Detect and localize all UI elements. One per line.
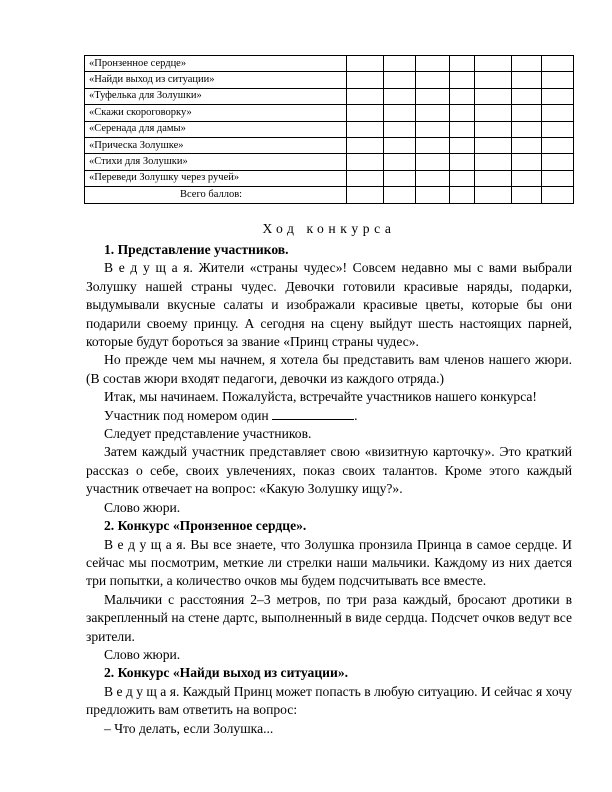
score-cell[interactable] [512, 88, 542, 104]
blank-line [272, 408, 354, 420]
total-score-cell[interactable] [475, 187, 512, 203]
score-cell[interactable] [347, 121, 384, 137]
score-cell[interactable] [416, 56, 450, 72]
section-3-paragraph: – Что делать, если Золушка... [104, 720, 274, 736]
speaker-label: В е д у щ а я. [104, 260, 193, 276]
score-cell[interactable] [347, 137, 384, 153]
score-cell[interactable] [384, 105, 416, 121]
section-2-paragraph: Слово жюри. [104, 646, 181, 662]
score-cell[interactable] [450, 72, 475, 88]
score-cell[interactable] [347, 56, 384, 72]
score-cell[interactable] [512, 105, 542, 121]
section-2-heading: 2. Конкурс «Пронзенное сердце». [104, 518, 307, 534]
score-cell[interactable] [450, 154, 475, 170]
contest-name-cell: «Туфелька для Золушки» [85, 88, 347, 104]
total-score-cell[interactable] [450, 187, 475, 203]
score-cell[interactable] [475, 154, 512, 170]
section-3-heading: 2. Конкурс «Найди выход из ситуации». [104, 665, 349, 681]
score-cell[interactable] [416, 137, 450, 153]
section-1-paragraph: Но прежде чем мы начнем, я хотела бы представить вам членов нашего жюри. (В состав жюри входят педагоги, девочки из каждого отряда.) [86, 352, 572, 386]
table-row [85, 56, 574, 72]
score-cell[interactable] [512, 72, 542, 88]
section-3-paragraph: В е д у щ а я. Каждый Принц может попасть в любую ситуацию. И сейчас я хочу предложить вам ответить на вопрос: [86, 683, 572, 718]
score-cell[interactable] [542, 72, 574, 88]
score-cell[interactable] [475, 105, 512, 121]
score-cell[interactable] [542, 105, 574, 121]
contest-name-cell: «Скажи скороговорку» [85, 105, 347, 121]
table-row [85, 154, 574, 170]
score-cell[interactable] [475, 88, 512, 104]
score-cell[interactable] [475, 137, 512, 153]
table-row [85, 88, 574, 104]
contest-name-cell: «Найди выход из ситуации» [85, 72, 347, 88]
score-cell[interactable] [347, 105, 384, 121]
score-cell[interactable] [450, 137, 475, 153]
score-cell[interactable] [347, 72, 384, 88]
contest-name-cell: «Прическа Золушке» [85, 137, 347, 153]
contest-name-cell: «Стихи для Золушки» [85, 154, 347, 170]
section-1-paragraph: Следует представление участников. [104, 426, 312, 442]
total-label-cell: Всего баллов: [85, 187, 347, 203]
score-cell[interactable] [416, 105, 450, 121]
score-cell[interactable] [384, 121, 416, 137]
score-cell[interactable] [475, 72, 512, 88]
score-cell[interactable] [384, 170, 416, 186]
table-row [85, 105, 574, 121]
participant-intro: Участник под номером один . [104, 407, 358, 423]
score-cell[interactable] [384, 88, 416, 104]
score-cell[interactable] [416, 170, 450, 186]
score-cell[interactable] [384, 56, 416, 72]
section-1-heading: 1. Представление участников. [104, 242, 289, 257]
score-cell[interactable] [512, 137, 542, 153]
section-1-paragraph: Затем каждый участник представляет свою «визитную карточку». Это краткий рассказ о себе, своих увлечениях, показ своих талантов. Кроме этого каждый участник отвечает на вопрос: «Какую Золушку ищу?». [86, 444, 572, 497]
score-cell[interactable] [512, 170, 542, 186]
score-cell[interactable] [384, 154, 416, 170]
total-score-cell[interactable] [416, 187, 450, 203]
score-cell[interactable] [416, 121, 450, 137]
section-1-paragraph: В е д у щ а я. Жители «страны чудес»! Совсем недавно мы с вами выбрали Золушку нашей страны чудес. Девочки готовили красивые наряды, подарки, выдумывали вкусные салаты и изображали красивые цветы, которые бы они подарили своему принцу. А сегодня на сцену выйдут шесть настоящих парней, которые будут бороться за звание «Принц страны чудес». [86, 260, 572, 350]
total-row [85, 187, 574, 203]
score-cell[interactable] [384, 137, 416, 153]
table-row [85, 121, 574, 137]
score-cell[interactable] [542, 88, 574, 104]
total-score-cell[interactable] [542, 187, 574, 203]
score-cell[interactable] [512, 154, 542, 170]
score-cell[interactable] [475, 170, 512, 186]
score-cell[interactable] [475, 121, 512, 137]
score-cell[interactable] [347, 170, 384, 186]
section-2-paragraph: В е д у щ а я. Вы все знаете, что Золушка пронзила Принца в самое сердце. И сейчас мы посмотрим, меткие ли стрелки наши мальчики. Каждому из них дается три попытки, а количество очков мы будем подсчитывать все вместе. [86, 536, 572, 589]
score-cell[interactable] [416, 72, 450, 88]
table-row [85, 137, 574, 153]
contest-name-cell: «Переведи Золушку через ручей» [85, 170, 347, 186]
score-cell[interactable] [542, 170, 574, 186]
contest-name-cell: «Серенада для дамы» [85, 121, 347, 137]
section-1-paragraph: Итак, мы начинаем. Пожалуйста, встречайте участников нашего конкурса! [104, 389, 537, 405]
score-cell[interactable] [542, 56, 574, 72]
total-score-cell[interactable] [384, 187, 416, 203]
score-cell[interactable] [475, 56, 512, 72]
score-cell[interactable] [542, 121, 574, 137]
score-cell[interactable] [450, 105, 475, 121]
speaker-label: В е д у щ а я. [104, 536, 186, 552]
score-cell[interactable] [416, 154, 450, 170]
section-1 [86, 241, 572, 738]
score-cell[interactable] [542, 137, 574, 153]
score-cell[interactable] [384, 72, 416, 88]
score-cell[interactable] [450, 56, 475, 72]
score-table [84, 55, 574, 204]
score-cell[interactable] [450, 121, 475, 137]
score-cell[interactable] [347, 154, 384, 170]
table-row [85, 170, 574, 186]
table-row [85, 72, 574, 88]
score-cell[interactable] [450, 88, 475, 104]
score-cell[interactable] [416, 88, 450, 104]
contest-name-cell: «Пронзенное сердце» [85, 56, 347, 72]
score-cell[interactable] [512, 56, 542, 72]
total-score-cell[interactable] [347, 187, 384, 203]
score-cell[interactable] [450, 170, 475, 186]
section-2-paragraph: Мальчики с расстояния 2–3 метров, по три раза каждый, бросают дротики в закрепленный на стене дартс, выполненный в виде сердца. Подсчет очков ведут все зрители. [86, 591, 572, 644]
speaker-label: В е д у щ а я. [104, 683, 180, 699]
score-cell[interactable] [542, 154, 574, 170]
section-1-paragraph: Слово жюри. [104, 499, 181, 515]
section-title: Ход конкурса [262, 221, 396, 236]
score-cell[interactable] [512, 121, 542, 137]
score-cell[interactable] [347, 88, 384, 104]
total-score-cell[interactable] [512, 187, 542, 203]
